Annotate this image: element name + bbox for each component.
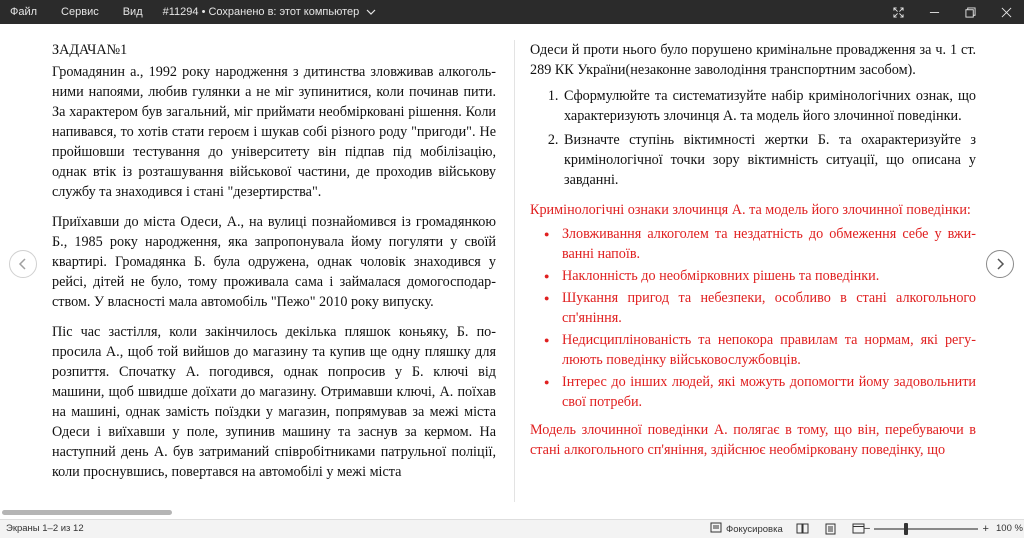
title-bar	[0, 0, 1024, 24]
model-paragraph: Модель злочинної поведінки А. полягає в тому, що він, перебуваючи в стані алкогольного сп'яніння, здійснює необмірковану поведінку, що	[530, 422, 976, 458]
menu-service[interactable]: Сервис	[61, 6, 99, 18]
horizontal-scrollbar[interactable]	[0, 507, 1024, 519]
focus-label: Фокусировка	[726, 523, 783, 535]
trait-item: ● Інтерес до інших людей, які можуть допомогти йому задовольнити свої потреби.	[554, 372, 976, 412]
chevron-left-icon[interactable]	[9, 250, 37, 278]
zoom-slider-thumb[interactable]	[904, 523, 908, 535]
column-divider	[514, 40, 515, 502]
focus-mode-button[interactable]	[710, 522, 783, 536]
restore-icon[interactable]	[952, 0, 988, 24]
zoom-level[interactable]: 100 %	[996, 523, 1023, 534]
status-bar	[0, 519, 1024, 538]
document-title-text: #11294 • Сохранено в: этот компьютер	[162, 6, 360, 18]
paragraph-continuation: Одеси й проти нього було порушено кримінальне провадження за ч. 1 ст. 289 КК України(незаконне заволодіння транспортним засобом).	[530, 42, 976, 78]
zoom-control	[864, 523, 989, 535]
view-mode-buttons	[795, 522, 865, 535]
trait-item: ● Наклонність до необмірковних рішень та поведінки.	[554, 266, 976, 286]
chevron-down-icon	[366, 7, 376, 17]
task-item: 1. Сформулюйте та систематизуйте набір кримінологічних ознак, що характеризують злочинця А. та модель його злочинної поведінки.	[562, 86, 976, 126]
task-heading: ЗАДАЧА№1	[52, 42, 128, 58]
minimize-icon[interactable]	[916, 0, 952, 24]
traits-list	[554, 224, 976, 412]
right-column	[530, 40, 976, 470]
paragraph-3: Піс час застілля, коли закінчилось декілька пляшок коньяку, Б. попросила А., щоб той вийшов до магазину та купив ще одну пляшку для розпиття. Спочатку А. погодився, однак попросив у Б. ключі від машини, щоб швидше доїхати до магазину. Отримавши ключі, А. поїхав на машині, однак замість поїздки у магазин, попрямував за межі міста Одеси і виїхавши у поле, зупинив машину та заснув за кермом. На наступний день А. був затриманий співробітниками патрульної поліції, коли проснувшись, повертався на автомобілі у межі міста	[52, 324, 496, 480]
zoom-slider[interactable]	[874, 528, 978, 530]
paragraph-1: Громадянин а., 1992 року народження з дитинства зловживав алкогольними напоями, любив гулянки а не міг зупинитися, коли починав пити. За характером був загальний, міг приймати необмірковані рішення. Коли напивався, то хотів стати героєм і шукав собі різного роду "пригоди". Не пройшовши тестування до університету він підпав під мобілізацію, однак втік із розташування військової частини, де проходив військову службу та знаходився і стані "дезертирства".	[52, 64, 496, 200]
close-icon[interactable]	[988, 0, 1024, 24]
task-list	[548, 86, 976, 190]
trait-item: ● Шукання пригод та небезпеки, особливо в стані алкогольного сп'яніння.	[554, 288, 976, 328]
read-mode-icon[interactable]	[795, 522, 809, 535]
window-controls	[880, 0, 1024, 24]
chevron-right-icon[interactable]	[986, 250, 1014, 278]
document-page	[48, 40, 978, 502]
left-column	[52, 40, 496, 492]
task-item: 2. Визначте ступінь віктимності жертки Б. та охарактеризуйте з кримінологічної точки зору віктимність ситуації, що описана у завданні.	[562, 130, 976, 190]
trait-item: ● Зловживання алкоголем та нездатність до обмеження себе у вживанні напоїв.	[554, 224, 976, 264]
menu-view[interactable]: Вид	[122, 6, 143, 18]
document-title[interactable]	[163, 6, 377, 18]
screen-counter: Экраны 1–2 из 12	[6, 523, 84, 534]
zoom-out-icon[interactable]: −	[864, 523, 871, 535]
trait-item: ● Недисциплінованість та непокора правилам та нормам, які регулюють поведінку військовослужбовців.	[554, 330, 976, 370]
focus-icon	[710, 522, 722, 536]
zoom-in-icon[interactable]: +	[982, 523, 989, 535]
menu-file[interactable]: Файл	[10, 6, 38, 18]
answer-heading: Кримінологічні ознаки злочинця А. та модель його злочинної поведінки:	[530, 202, 971, 218]
web-layout-icon[interactable]	[851, 522, 865, 535]
paragraph-2: Приїхавши до міста Одеси, А., на вулиці познайомився із громадянкою Б., 1985 року народження, яка запропонувала йому погуляти у своїй квартирі. Громадянка Б. була одружена, однак чоловік знаходився у рейсі, дітей не було, тому проживала сама і займалася домогосподарством. У власності мала автомобіль "Пежо" 2010 року випуску.	[52, 214, 496, 310]
print-layout-icon[interactable]	[823, 522, 837, 535]
scrollbar-thumb[interactable]	[2, 510, 172, 515]
fullscreen-icon[interactable]	[880, 0, 916, 24]
